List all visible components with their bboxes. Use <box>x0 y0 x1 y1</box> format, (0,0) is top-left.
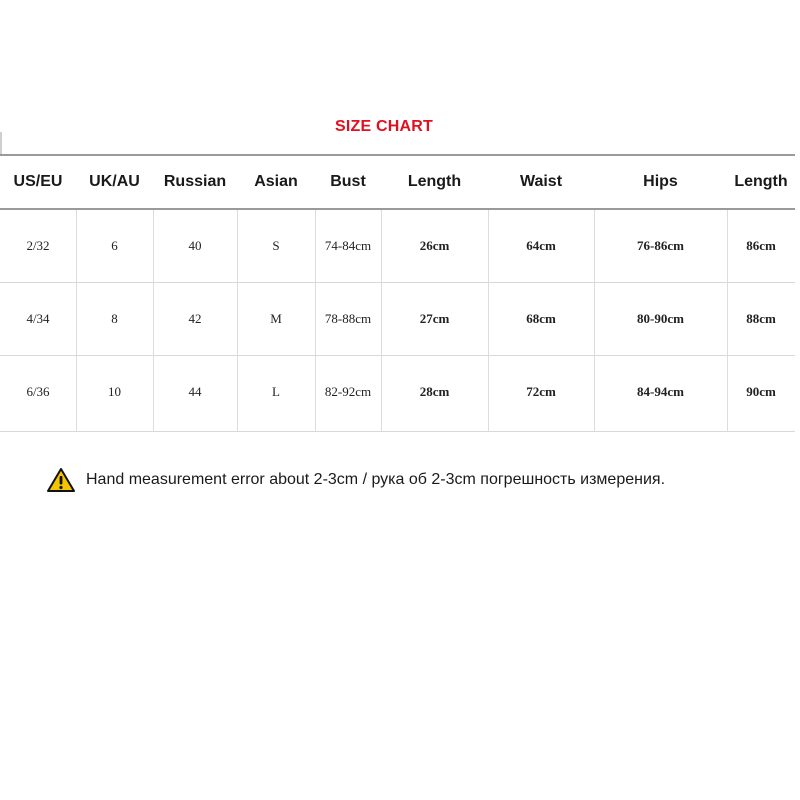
cell-hips: 76-86cm <box>637 238 684 253</box>
size-chart-title: SIZE CHART <box>335 118 433 135</box>
cell-total-length: 86cm <box>746 238 776 253</box>
header-hips: Hips <box>643 173 678 190</box>
cell-russian: 44 <box>188 384 202 399</box>
cell-length: 28cm <box>419 384 450 399</box>
header-russian: Russian <box>163 173 227 190</box>
header-total-length: Length <box>734 173 788 190</box>
cell-russian: 42 <box>188 311 202 326</box>
cell-waist: 68cm <box>526 311 556 326</box>
cell-length: 26cm <box>419 238 450 253</box>
header-uk-au: UK/AU <box>89 173 140 190</box>
cell-length: 27cm <box>419 311 450 326</box>
header-asian: Asian <box>254 173 298 190</box>
cell-russian: 40 <box>188 238 202 253</box>
cell-us-eu: 4/34 <box>26 311 50 326</box>
cell-uk-au: 6 <box>111 238 118 253</box>
cell-uk-au: 8 <box>111 311 118 326</box>
cell-bust: 82-92cm <box>324 384 372 399</box>
measurement-note-text: Hand measurement error about 2-3cm / рука об 2-3cm погрешность измерения. <box>86 471 666 488</box>
cell-waist: 64cm <box>526 238 556 253</box>
cell-waist: 72cm <box>526 384 556 399</box>
cell-total-length: 88cm <box>746 311 776 326</box>
cell-hips: 84-94cm <box>637 384 684 399</box>
cell-bust: 74-84cm <box>324 238 372 253</box>
header-length: Length <box>407 173 462 190</box>
cell-us-eu: 6/36 <box>26 384 50 399</box>
cell-bust: 78-88cm <box>324 311 372 326</box>
cell-asian: M <box>270 311 282 326</box>
header-waist: Waist <box>519 173 563 190</box>
header-bust: Bust <box>330 173 366 190</box>
measurement-note <box>46 464 665 496</box>
left-edge-mark <box>0 132 2 154</box>
cell-us-eu: 2/32 <box>26 238 50 253</box>
cell-asian: L <box>272 384 280 399</box>
cell-asian: S <box>272 238 280 253</box>
warning-icon <box>46 467 76 493</box>
table-bottom-rule <box>0 431 795 432</box>
cell-total-length: 90cm <box>746 384 776 399</box>
cell-hips: 80-90cm <box>637 311 684 326</box>
cell-uk-au: 10 <box>108 384 121 399</box>
header-us-eu: US/EU <box>13 173 63 190</box>
